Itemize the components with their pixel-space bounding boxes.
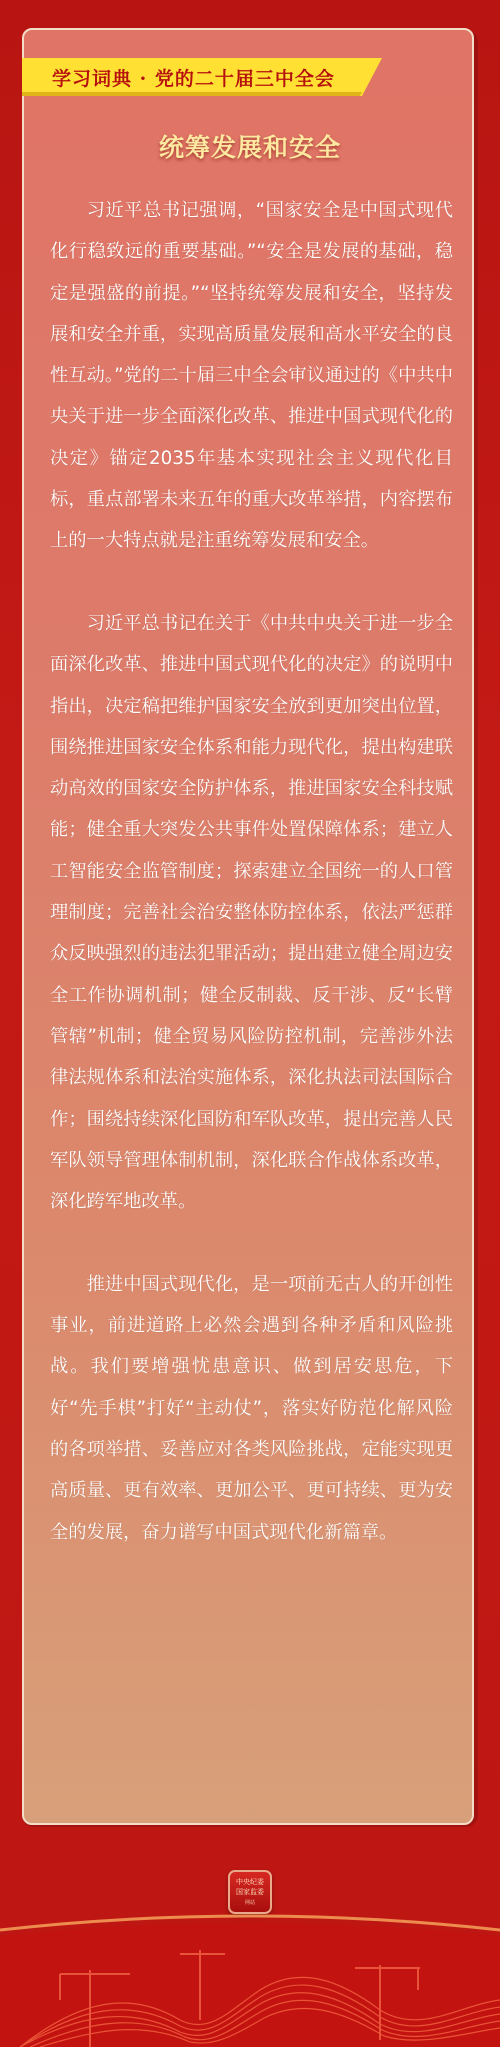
seal-logo-icon (228, 1870, 272, 1914)
article-body (50, 190, 453, 1594)
logo-text-line: 中央纪委 (236, 1878, 264, 1886)
article-title: 统筹发展和安全 (158, 133, 341, 162)
banner-label: 学习词典 · 党的二十届三中全会 (52, 68, 335, 90)
paragraph: 习近平总书记在关于《中共中央关于进一步全面深化改革、推进中国式现代化的决定》的说明中指出，决定稿把维护国家安全放到更加突出位置，围绕推进国家安全体系和能力现代化，提出构建联动高效的国家安全防护体系，推进国家安全科技赋能；健全重大突发公共事件处置保障体系；建立人工智能安全监管制度；探索建立全国统一的人口管理制度；完善社会治安整体防控体系，依法严惩群众反映强烈的违法犯罪活动；提出建立健全周边安全工作协调机制；健全反制裁、反干涉、反“长臂管辖”机制；健全贸易风险防控机制，完善涉外法律法规体系和法治实施体系，深化执法司法国际合作；围绕持续深化国防和军队改革，提出完善人民军队领导管理体制机制，深化联合作战体系改革，深化跨军地改革。 (50, 612, 453, 1213)
decorative-footer-landscape (0, 1910, 500, 2047)
section-banner (22, 58, 382, 96)
paragraph: 推进中国式现代化，是一项前无古人的开创性事业，前进道路上必然会遇到各种矛盾和风险挑战。我们要增强忧患意识、做到居安思危，下好“先手棋”打好“主动仗”，落实好防范化解风险的各项举措、妥善应对各类风险挑战，定能实现更高质量、更有效率、更加公平、更可持续、更为安全的发展，奋力谱写中国式现代化新篇章。 (50, 1273, 453, 1543)
logo-text-line: 国家监委 (236, 1888, 264, 1896)
logo-text-line: 网站 (244, 1900, 255, 1906)
paragraph: 习近平总书记强调，“国家安全是中国式现代化行稳致远的重要基础。”“安全是发展的基础，稳定是强盛的前提。”“坚持统筹发展和安全，坚持发展和安全并重，实现高质量发展和高水平安全的良性互动。”党的二十届三中全会审议通过的《中共中央关于进一步全面深化改革、推进中国式现代化的决定》锚定2035年基本实现社会主义现代化目标，重点部署未来五年的重大改革举措，内容摆布上的一大特点就是注重统筹发展和安全。 (50, 200, 453, 552)
